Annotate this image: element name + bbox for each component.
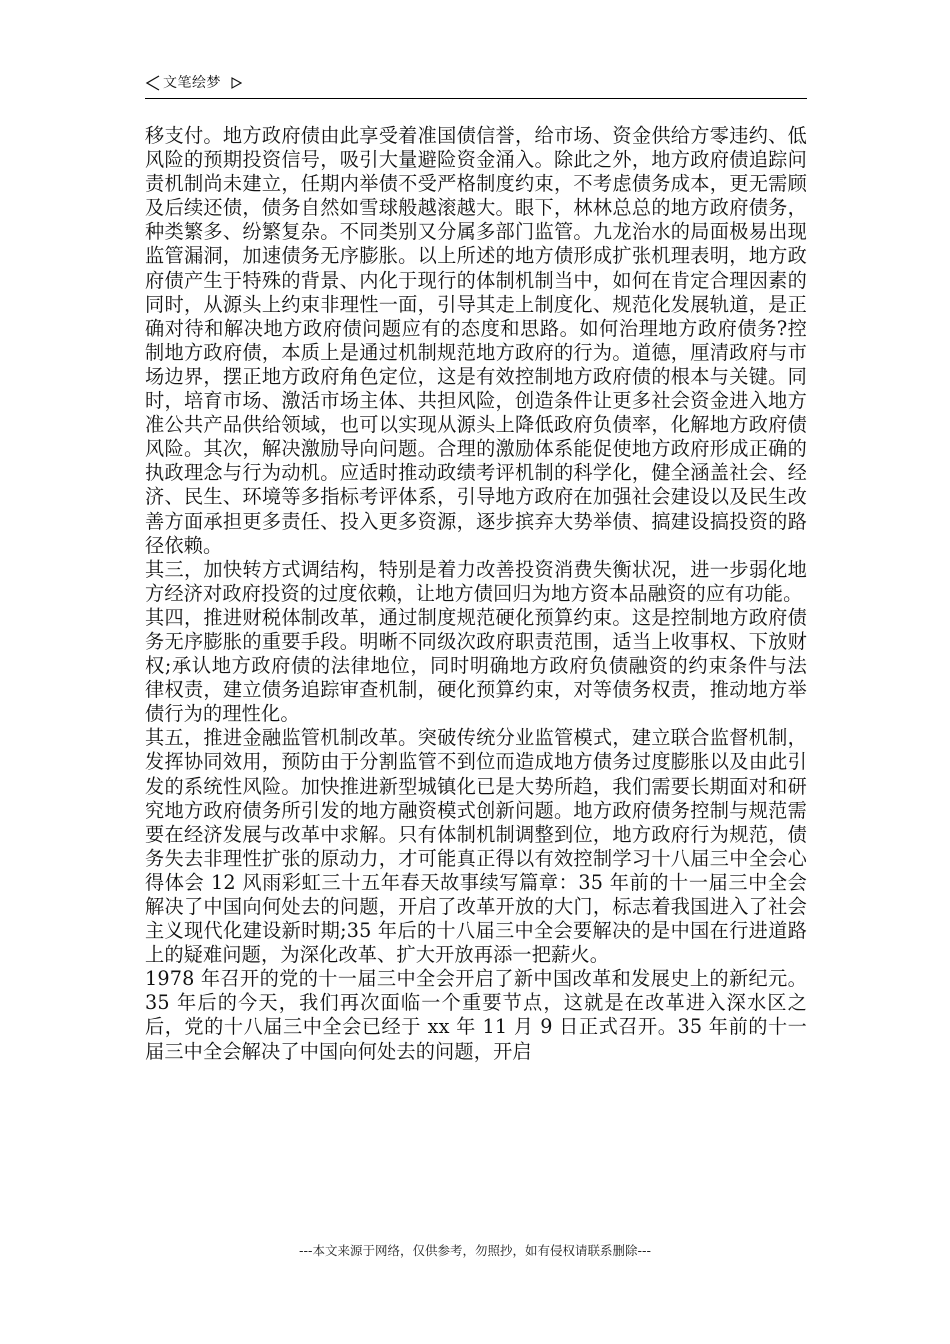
paragraph: 1978 年召开的党的十一届三中全会开启了新中国改革和发展史上的新纪元。35 年后的今天，我们再次面临一个重要节点，这就是在改革进入深水区之后，党的十八届三中全会已经于 xx 年 11 月 9 日正式召开。35 年前的十一届三中全会解决了中国向何处去的问题，开启 bbox=[145, 967, 807, 1063]
document-body bbox=[145, 124, 807, 1064]
triangle-right-outline-icon bbox=[231, 77, 242, 89]
paragraph: 其五，推进金融监管机制改革。突破传统分业监管模式，建立联合监督机制，发挥协同效用，预防由于分割监管不到位而造成地方债务过度膨胀以及由此引发的系统性风险。加快推进新型城镇化已是大势所趋，我们需要长期面对和研究地方政府债务所引发的地方融资模式创新问题。地方政府债务控制与规范需要在经济发展与改革中求解。只有体制机制调整到位，地方政府行为规范，债务失去非理性扩张的原动力，才可能真正得以有效控制学习十八届三中全会心得体会 12 风雨彩虹三十五年春天故事续写篇章：35 年前的十一届三中全会解决了中国向何处去的问题，开启了改革开放的大门，标志着我国进入了社会主义现代化建设新时期;35 年后的十八届三中全会要解决的是中国在行进道路上的疑难问题，为深化改革、扩大开放再添一把薪火。 bbox=[145, 726, 807, 967]
header-title: 文笔绘梦 bbox=[163, 75, 221, 91]
triangle-left-outline-icon bbox=[145, 75, 161, 91]
paragraph: 其四，推进财税体制改革，通过制度规范硬化预算约束。这是控制地方政府债务无序膨胀的重要手段。明晰不同级次政府职责范围，适当上收事权、下放财权;承认地方政府债的法律地位，同时明确地方政府负债融资的约束条件与法律权责，建立债务追踪审查机制，硬化预算约束，对等债务权责，推动地方举债行为的理性化。 bbox=[145, 605, 807, 726]
paragraph: 移支付。地方政府债由此享受着准国债信誉，给市场、资金供给方零违约、低风险的预期投资信号，吸引大量避险资金涌入。除此之外，地方政府债追踪问责机制尚未建立，任期内举债不受严格制度约束，不考虑债务成本，更无需顾及后续还债，债务自然如雪球般越滚越大。眼下，林林总总的地方政府债务，种类繁多、纷繁复杂。不同类别又分属多部门监管。九龙治水的局面极易出现监管漏洞，加速债务无序膨胀。以上所述的地方债形成扩张机理表明，地方政府债产生于特殊的背景、内化于现行的体制机制当中，如何在肯定合理因素的同时，从源头上约束非理性一面，引导其走上制度化、规范化发展轨道，是正确对待和解决地方政府债问题应有的态度和思路。如何治理地方政府债务?控制地方政府债，本质上是通过机制规范地方政府的行为。道德，厘清政府与市场边界，摆正地方政府角色定位，这是有效控制地方政府债的根本与关键。同时，培育市场、激活市场主体、共担风险，创造条件让更多社会资金进入地方准公共产品供给领域，也可以实现从源头上降低政府负债率，化解地方政府债风险。其次，解决激励导向问题。合理的激励体系能促使地方政府形成正确的执政理念与行为动机。应适时推动政绩考评机制的科学化，健全涵盖社会、经济、民生、环境等多指标考评体系，引导地方政府在加强社会建设以及民生改善方面承担更多责任、投入更多资源，逐步摈弃大势举债、搞建设搞投资的路径依赖。 bbox=[145, 124, 807, 557]
paragraph: 其三，加快转方式调结构，特别是着力改善投资消费失衡状况，进一步弱化地方经济对政府投资的过度依赖，让地方债回归为地方资本品融资的应有功能。 bbox=[145, 557, 807, 605]
page-header bbox=[145, 72, 807, 99]
footer-notice: ---本文来源于网络，仅供参考，勿照抄，如有侵权请联系删除--- bbox=[298, 1243, 652, 1258]
